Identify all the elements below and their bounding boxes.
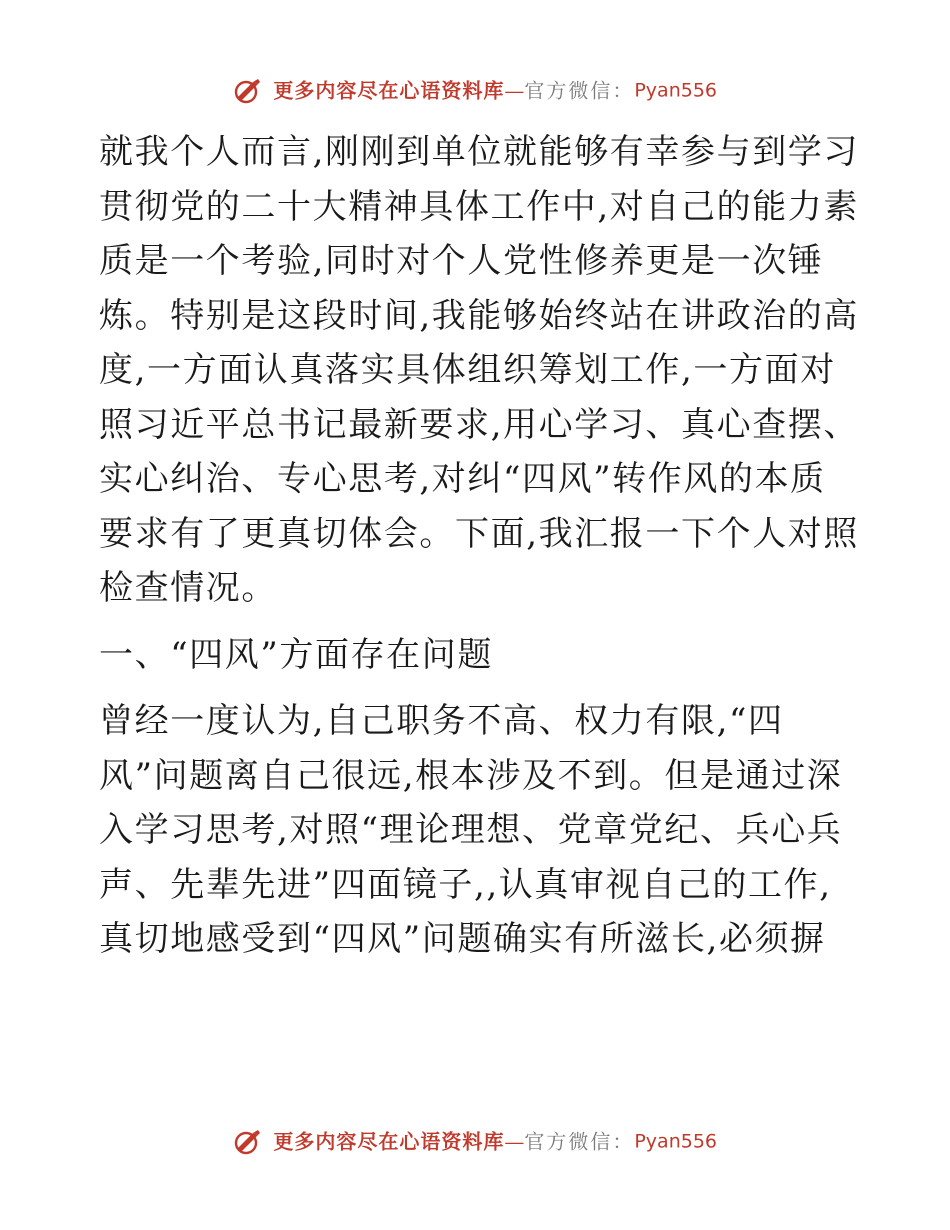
watermark-dash: — bbox=[504, 1129, 525, 1154]
pen-logo-icon bbox=[233, 78, 261, 104]
watermark-main-text: 更多内容尽在心语资料库 bbox=[273, 78, 505, 103]
watermark-main-text: 更多内容尽在心语资料库 bbox=[273, 1129, 505, 1154]
header-watermark bbox=[0, 76, 950, 104]
watermark-official-label: 官方微信： bbox=[524, 78, 635, 103]
watermark-dash: — bbox=[504, 78, 525, 103]
section-paragraph: 曾经一度认为,自己职务不高、权力有限,“四风”问题离自己很远,根本涉及不到。但是通过深入学习思考,对照“理论理想、党章党纪、兵心兵声、先辈先进”四面镜子,,认真审视自己的工作,真切地感受到“四风”问题确实有所滋长,必须摒 bbox=[99, 701, 843, 959]
document-body bbox=[99, 125, 859, 979]
watermark-official-label: 官方微信： bbox=[524, 1129, 635, 1154]
footer-watermark bbox=[0, 1127, 950, 1155]
watermark-wechat-id: Pyan556 bbox=[634, 79, 717, 102]
section-heading: 一、“四风”方面存在问题 bbox=[99, 634, 493, 675]
watermark-wechat-id: Pyan556 bbox=[634, 1130, 717, 1153]
intro-paragraph: 就我个人而言,刚刚到单位就能够有幸参与到学习贯彻党的二十大精神具体工作中,对自己的能力素质是一个考验,同时对个人党性修养更是一次锤炼。特别是这段时间,我能够始终站在讲政治的高度,一方面认真落实具体组织筹划工作,一方面对照习近平总书记最新要求,用心学习、真心查摆、实心纠治、专心思考,对纠“四风”转作风的本质要求有了更真切体会。下面,我汇报一下个人对照检查情况。 bbox=[99, 132, 860, 608]
pen-logo-icon bbox=[233, 1129, 261, 1155]
